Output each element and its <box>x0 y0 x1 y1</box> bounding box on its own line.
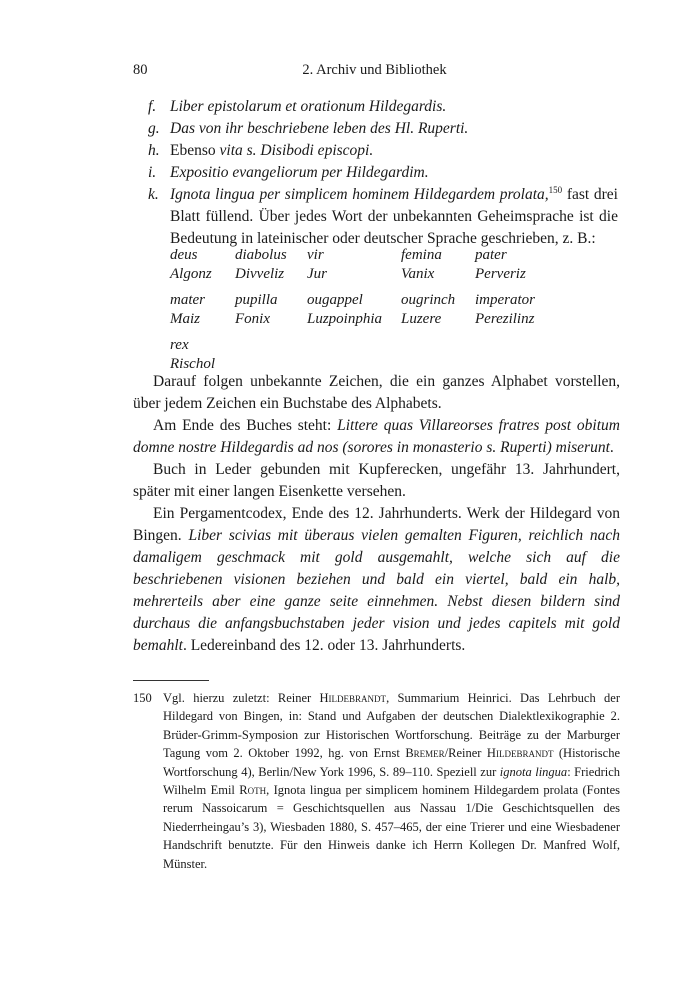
glossary-entry <box>170 291 235 329</box>
ignota-word: Maiz <box>170 311 200 327</box>
list-text-italic: Ignota lingua per simplicem hominem Hildegardem prolata, <box>170 186 549 203</box>
latin-word: femina <box>401 247 442 263</box>
list-text: Expositio evangeliorum per Hildegardim. <box>170 164 429 181</box>
list-item <box>148 140 618 162</box>
paragraph: Buch in Leder gebunden mit Kupferecken, ungefähr 13. Jahrhundert, später mit einer langen Eisenkette versehen. <box>133 461 620 500</box>
footnote-text: Vgl. hierzu zuletzt: Reiner Hildebrandt, Summarium Heinrici. Das Lehrbuch der Hildegard von Bingen, in: Stand und Aufgaben der deutschen Dialektlexikographie 2. Brüder-Grimm-Symposion zur Historischen Wortforschung. Beiträge zu der Marburger Tagung vom 2. Oktober 1992, hg. von Ernst Bremer/Reiner Hildebrandt (Historische Wortforschung 4), Berlin/New York 1996, S. 89–110. Speziell zur ignota lingua: Friedrich Wilhelm Emil Roth, Ignota lingua per simplicem hominem Hildegardem prolata (Fontes rerum Nassoicarum = Geschichtsquellen aus Nassau 1/Die Geschichtsquellen des Niederrheingau’s 3), Wiesbaden 1880, S. 457–465, der eine Trierer und eine Wiesbadener Handschrift benutzte. Für den Hinweis danke ich Herrn Kollegen Dr. Manfred Wolf, Münster. <box>163 691 620 871</box>
author-name: Roth <box>239 783 267 798</box>
ignota-word: Luzpoinphia <box>307 311 383 327</box>
list-text-italic: vita s. Disibodi episcopi. <box>219 142 374 159</box>
glossary-entry <box>475 246 585 284</box>
latin-word: ougappel <box>307 292 363 308</box>
glossary-row <box>170 246 620 284</box>
latin-word: pupilla <box>235 292 278 308</box>
latin-word: mater <box>170 292 205 308</box>
latin-word: vir <box>307 247 324 263</box>
list-text: Das von ihr beschriebene leben des Hl. Ruperti. <box>170 120 469 137</box>
paragraph <box>133 415 620 459</box>
ignota-word: Divveliz <box>235 266 285 282</box>
paragraph <box>133 503 620 657</box>
glossary-entry <box>401 291 475 329</box>
latin-word: pater <box>475 247 507 263</box>
glossary-entry <box>401 246 475 284</box>
glossary-entry <box>475 291 585 329</box>
paragraph-text: . <box>609 439 614 456</box>
page-number: 80 <box>133 62 148 78</box>
manuscript-list <box>148 96 618 250</box>
author-name: Hildebrandt <box>486 746 554 761</box>
quotation-italic: Liber scivias mit überaus vielen gemalten Figuren, reichlich nach damaligem geschmack mit gold ausgemahlt, welche sich auf die beschriebenen visionen beziehen und bald ein viertel, bald ein halb, mehrerteils aber eine ganze seite einnehmen. Nebst diesen bildern sind durchaus die anfangsbuchstaben jeder vision und jedes capitels mit gold bemahlt <box>133 527 620 654</box>
ignota-word: Luzere <box>401 311 442 327</box>
list-letter: h. <box>148 142 160 159</box>
ignota-word: Algonz <box>170 266 212 282</box>
glossary-entry <box>307 246 401 284</box>
list-item <box>148 96 618 118</box>
list-letter: i. <box>148 164 157 181</box>
glossary-entry <box>235 246 307 284</box>
glossary-entry <box>307 291 401 329</box>
ignota-word: Perezilinz <box>475 311 535 327</box>
author-name: Bremer <box>405 746 445 761</box>
list-letter: g. <box>148 120 160 137</box>
page-header <box>133 62 616 84</box>
latin-word: rex <box>170 337 189 353</box>
glossary-entry <box>170 336 235 374</box>
paragraph-text: Ein Pergamentcodex, Ende des 12. Jahrhunderts. Werk der Hildegard von Bingen. <box>133 505 620 544</box>
ignota-word: Fonix <box>235 311 270 327</box>
footnote-ref[interactable]: 150 <box>548 184 563 195</box>
italic-term: ignota lingua <box>499 764 568 779</box>
ignota-word: Rischol <box>170 356 215 372</box>
latin-word: diabolus <box>235 247 287 263</box>
paragraph-text: . Ledereinband des 12. oder 13. Jahrhunderts. <box>182 637 466 654</box>
footnote-number: 150 <box>133 691 152 705</box>
list-text: Liber epistolarum et orationum Hildegardis. <box>170 98 447 115</box>
list-item <box>148 184 618 250</box>
glossary-row <box>170 336 620 374</box>
ignota-word: Vanix <box>401 266 435 282</box>
author-name: Hildebrandt <box>319 691 387 705</box>
list-letter: f. <box>148 98 157 115</box>
latin-word: deus <box>170 247 198 263</box>
glossary-row <box>170 291 620 329</box>
running-head: 2. Archiv und Bibliothek <box>302 62 447 78</box>
list-letter: k. <box>148 186 159 203</box>
list-text: Ebenso <box>170 142 220 159</box>
glossary-table <box>170 246 620 381</box>
quotation-italic: Littere quas Villareorses fratres post obitum domne nostre Hildegardis ad nos (sorores in monasterio s. Ruperti) miserunt <box>133 417 620 456</box>
footnote-divider <box>133 680 209 681</box>
list-item <box>148 118 618 140</box>
latin-word: imperator <box>475 292 535 308</box>
ignota-word: Perveriz <box>475 266 526 282</box>
paragraph: Darauf folgen unbekannte Zeichen, die ein ganzes Alphabet vorstellen, über jedem Zeichen ein Buchstabe des Alphabets. <box>133 373 620 412</box>
body-text <box>133 371 620 657</box>
glossary-entry <box>170 246 235 284</box>
list-item <box>148 162 618 184</box>
paragraph-text: Am Ende des Buches steht: <box>153 417 338 434</box>
list-text: fast drei Blatt füllend. Über jedes Wort der unbekannten Geheimsprache ist die Bedeutung in lateinischer oder deutscher Sprache geschrieben, z. B.: <box>170 186 618 247</box>
glossary-entry <box>235 291 307 329</box>
ignota-word: Jur <box>307 266 327 282</box>
latin-word: ougrinch <box>401 292 456 308</box>
footnote <box>133 689 620 873</box>
